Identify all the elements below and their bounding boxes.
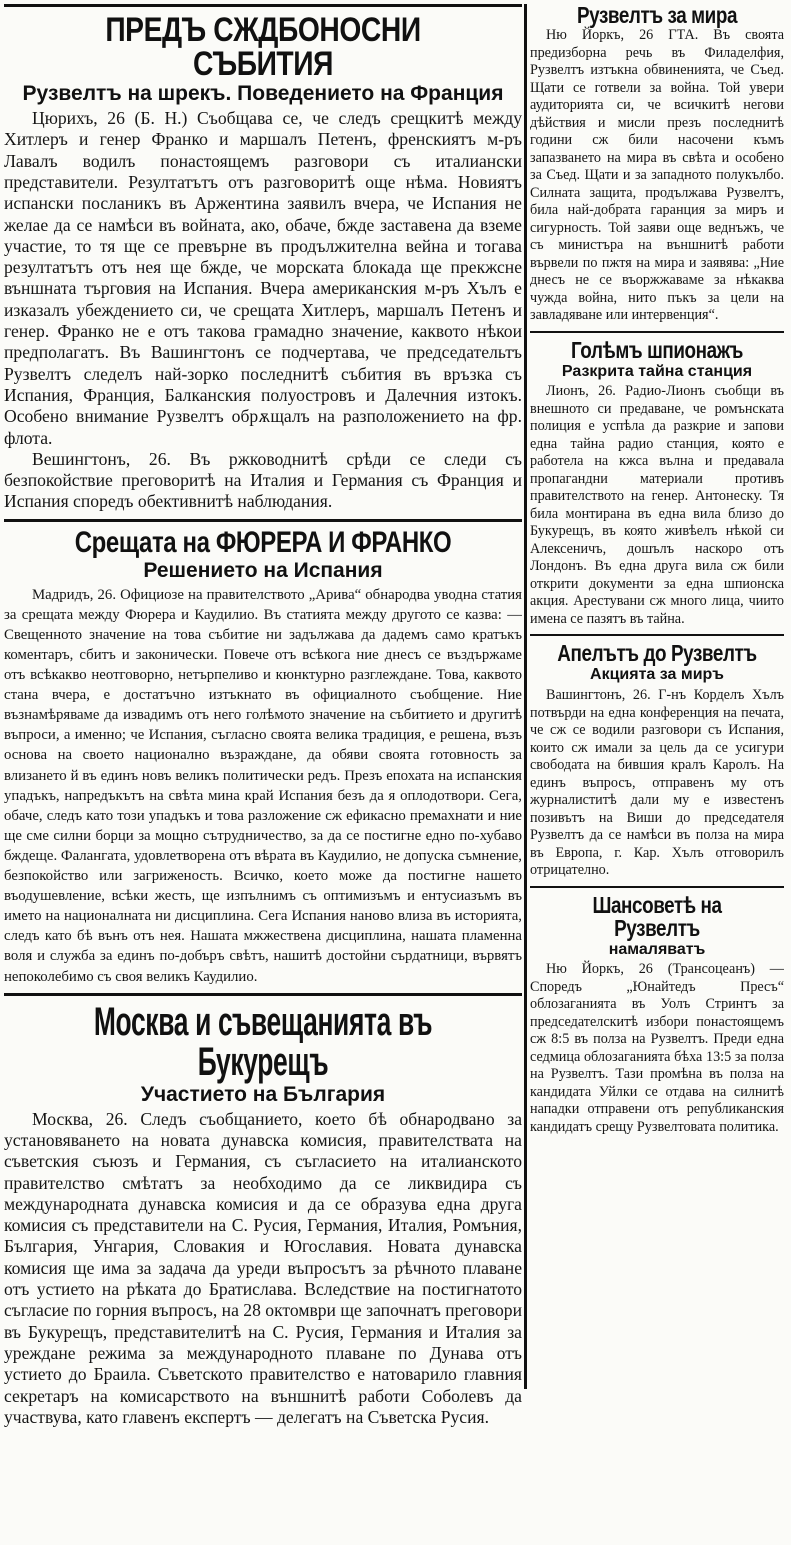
article-body-moscow-bucharest [4, 1109, 522, 1428]
subheadline-roosevelt-france: Рузвелтъ на шрекъ. Поведението на Франция [22, 82, 504, 105]
article-body-fuhrer-franco [4, 585, 522, 987]
divider [4, 4, 522, 7]
article-body-chances [530, 961, 784, 1136]
headline-espionage: Голѣмъ шпионажъ [570, 336, 744, 363]
paragraph: Москва, 26. Следъ съобщанието, което бѣ обнародвано за установяването на новата дунавска комисия, правителствата на съветския съюзъ и Германия, съ съгласието на италианското правителство смѣтатъ за необходимо да се ликвидира съ международната дунавска комисия и да се образува една друга комисия съ представители на С. Русия, Германия, Италия, Ромъния, България, Унгария, Словакия и Югославия. Новата дунавска комисия ще има за задача да уреди въпросътъ за рѣчното плаване отъ устието на рѣката до Братислава. Вследствие на постигнатото съгласие по горния въпросъ, на 28 октомври ще започнатъ преговори въ Букурещъ, представителитѣ на С. Русия, Германия и Италия за уреждане режима за международното плаване по Дунава отъ устието до Браила. Съветското правителство е натоварило главния секретаръ на комисарството на външнитѣ работи Соболевъ да участвува, като главенъ експертъ — делегатъ на Съветска Русия. [4, 1108, 522, 1427]
headline-appeal-roosevelt: Апелътъ до Рузвелтъ [557, 640, 757, 667]
article-body-appeal [530, 687, 784, 880]
headline-roosevelt-chances: Шансоветѣ на Рузвелтъ [592, 891, 722, 941]
headline-moscow-bucharest: Москва и съвещанията въ Букурещъ [93, 999, 433, 1084]
paragraph: Мадридъ, 26. Официозе на правителството „Арива“ обнародва уводна статия за срещата между Фюрера и Каудилио. Въ статията между другото се казва: — Свещенното значение на това събитие ни задължава да дадемъ само кратъкъ коментаръ, сбитъ и законически. Повече отъ всѣкога ние днесъ се въздържаме отъ всѣкакво неотговорно, нетърпеливо и кюнктурно разглеждане. Това, каквото стана вчера, е достатъчно изтъкнато въ официалното съобщение. Ние възнамѣряваме да извадимъ отъ него голѣмото значение на събитието и другитѣ въпроси, а именно; че Испания, съгласно своята велика традиция, е решена, възъ основа на своето национално възраждане, да обяви своята готовность за влизането й въ единъ новъ великъ политически редъ. Презъ епохата на испанския упадъкъ, напредъкътъ на свѣта мина край Испания безъ да я оплодотвори. Сега, обаче, следъ като този упадъкъ и това разложение сж ефикасно премахнати и ние ще сме силни борци за мощно сътрудничество, за да се постигне едно по-хубаво бждеще. Фалангата, удовлетворена отъ вѣрата въ Каудилио, не допуска съмнение, безпокойство или загриженость. Всичко, което може да постигне нашето въодушевление, всѣки жесть, ще изпълнимъ съ оптимизъмъ и ентусиазъмъ въ името на националната ни дисциплина. Сега Испания наново влиза въ историята, следъ като бѣ вънъ отъ нея. Нашата мжжествена дисциплина, нашата пламенна воля и служба за единъ по-добъръ свѣтъ, нашитѣ достойни сърдатници, вървятъ непоколебимо съ своя великъ Каудилио. [4, 586, 522, 985]
subheadline-peace-action: Акцията за миръ [590, 666, 724, 684]
divider [530, 634, 784, 636]
headline-fuhrer-franco-meeting: Срещата на ФЮРЕРА И ФРАНКО [74, 525, 452, 559]
divider [4, 993, 522, 996]
right-column [530, 4, 784, 1384]
divider [4, 519, 522, 522]
subheadline-bulgaria-participation: Участието на България [140, 1082, 386, 1106]
divider [530, 886, 784, 888]
headline-roosevelt-peace: Рузвелтъ за мира [576, 4, 738, 28]
column-divider [524, 4, 527, 1389]
article-body-espionage [530, 383, 784, 628]
article-body-roosevelt-peace [530, 27, 784, 325]
paragraph: Вешингтонъ, 26. Въ ржководнитѣ срѣди се следи съ безпокойствие преговоритѣ на Италия и Германия съ Франция и Испания споредъ обективнитѣ наблюдания. [4, 448, 522, 512]
left-column [4, 4, 522, 1540]
headline-fateful-events: ПРЕДЪ СЖДБОНОСНИ СЪБИТИЯ [105, 11, 421, 83]
paragraph: Ню Йоркъ, 26 (Трансоцеанъ) — Споредъ „Юнайтедъ Пресъ“ облозаганията въ Уолъ Стринтъ за председателскитѣ избори понастоящемъ сж 8:5 въ полза на Рузвелтъ. Преди една седмица облозаганията бѣха 13:5 за полза на Рузвелтъ. Тази промѣна въ полза на кандидата Уйлки се отдава на силнитѣ нападки отправени отъ републиканския кандидатъ срещу Рузвелтовата политика. [530, 961, 784, 1135]
paragraph: Лионъ, 26. Радио-Лионъ съобщи въ внешното си предаване, че ромънската полиция е успѣла да разкрие и запови една тайна радио станция, която е работела на кжса вълна и предавала пропагандни материали противъ правителството на генер. Антонеску. Тя била монтирана въ една вила близо до Букурещъ, въ която живѣелъ нѣкой си Алексеничъ, дошълъ наскоро отъ Лондонъ. Въ една друга вила сж били открити документи за една шпионска акция. Арестувани сж много лица, чиито имена се пазятъ въ тайна. [530, 383, 784, 627]
paragraph: Цюрихъ, 26 (Б. Н.) Съобщава се, че следъ срещкитѣ между Хитлеръ и генер Франко и маршалъ Петенъ, френскиятъ м-ръ Лавалъ водилъ понастоящемъ разговори съ италиански представители. Резултатътъ отъ разговоритѣ още нѣма. Новиятъ испански посланикъ въ Аржентина заявилъ вчера, че Испания не желае да се намѣси въ войната, ако, обаче, бжде заставена да вземе участие, то тя ще се превърне въ продължителна вейна и тогава резултатътъ отъ нея ще бжде, че морската блокада ще прекжсне външната търговия на Испания. Вчера американския м-ръ Хълъ е изказалъ убеждението си, че срещата Хитлеръ, маршалъ Петенъ и генер. Франко не е отъ такова грамадно значение, каквото нѣкои предполагатъ. Въ Вашингтонъ се подчертава, че председательтъ Рузвелтъ следелъ най-зорко последнитѣ събития въ връзка съ Испания, Франция, Балканския полуостровъ и Далечния изтокъ. Особено внимание Рузвелтъ обрѫщалъ на разположението на фр. флота. [4, 108, 522, 448]
article-body-fateful-events [4, 108, 522, 513]
paragraph: Ню Йоркъ, 26 ГТА. Въ своята предизборна речь въ Филаделфия, Рузвелтъ изтъкна обвиненията, че Съед. Щати се готвели за война. Той увери аудиторията си, че всичкитѣ негови дѣйствия и мисли презъ последнитѣ години сж били насочени къмъ запазването на мира въ свѣта и особено за Съед. Щати и за западното полукълбо. Силната защита, продължава Рузвелтъ, била най-добрата гаранция за миръ и сигурность. Той заяви още веднъжъ, че съ министъра на външнитѣ работи вървели по пжтя на мира и заявява: „Ние днесъ не се въоржжаваме за нѣкаква чужда война, нито пъкъ за цели на завладяване или интервенция“. [530, 27, 784, 323]
subheadline-secret-station: Разкрита тайна станция [561, 362, 753, 380]
subheadline-spain-decision: Решението на Испания [143, 558, 383, 582]
divider [530, 331, 784, 333]
paragraph: Вашингтонъ, 26. Г-нъ Корделъ Хълъ потвърди на една конференция на печата, че сж се водили разговори съ Испания, които сж имали за цель да се усигури свободата на бившия кралъ Каролъ. На единъ въпросъ, отправенъ му отъ журналиститѣ дали му е известенъ позивътъ на Виши до председателя Рузвелтъ да се намѣси въ полза на мира въ Европа, г. Кар. Хълъ отговорилъ отрицателно. [530, 687, 784, 879]
subheadline-decreasing: намаляватъ [608, 940, 706, 958]
